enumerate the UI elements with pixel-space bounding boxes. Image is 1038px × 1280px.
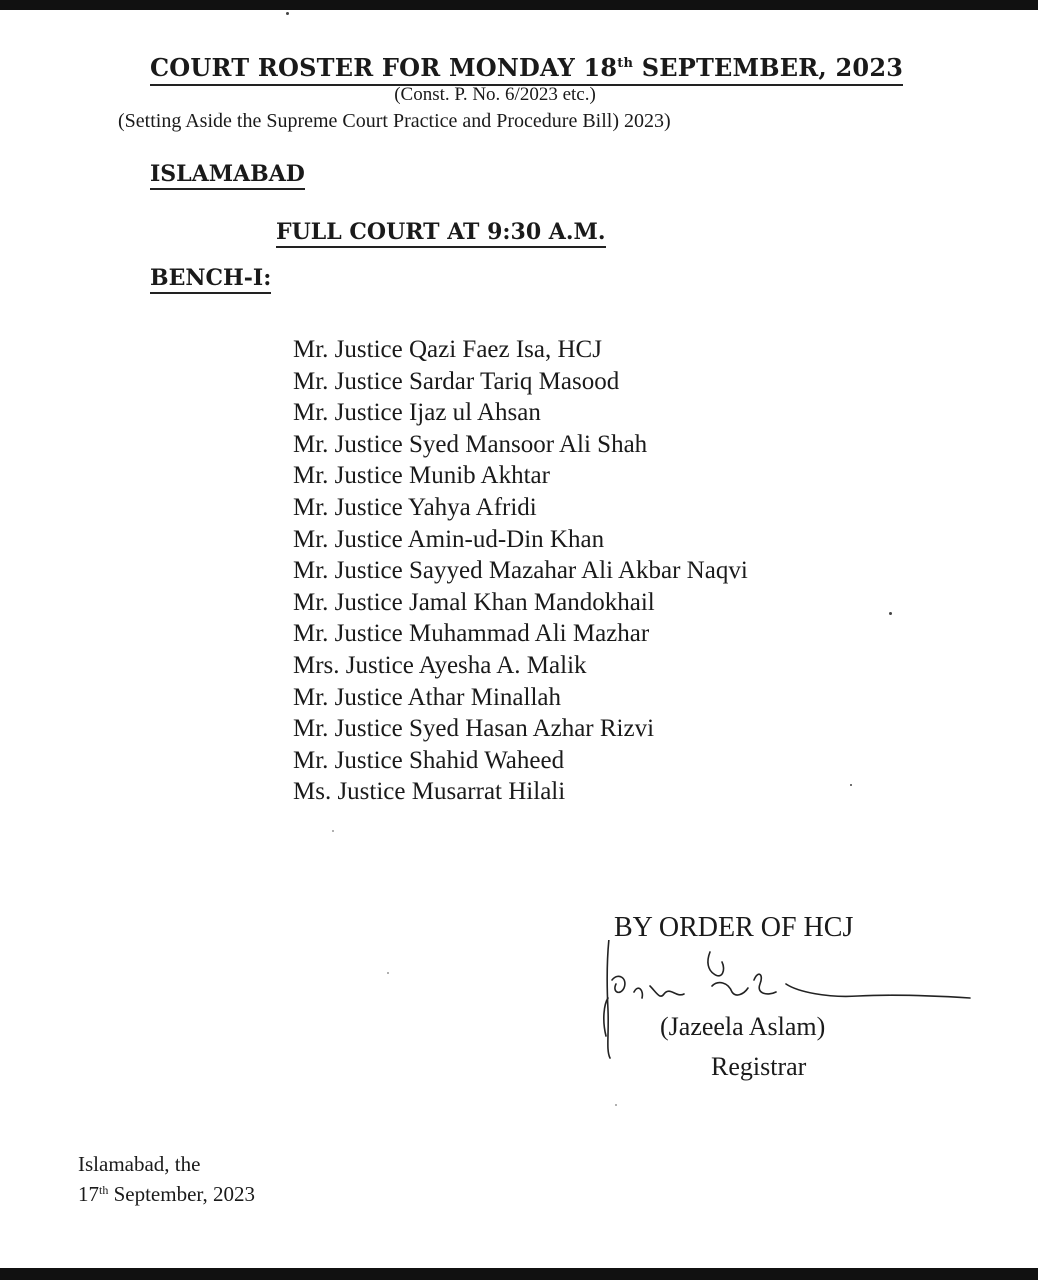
judge-entry: Mr. Justice Ijaz ul Ahsan xyxy=(293,399,541,427)
judge-entry: Ms. Justice Musarrat Hilali xyxy=(293,778,566,806)
title-suffix: SEPTEMBER, 2023 xyxy=(633,53,904,82)
judge-entry: Mr. Justice Yahya Afridi xyxy=(293,493,537,521)
judge-entry: Mrs. Justice Ayesha A. Malik xyxy=(293,651,587,679)
issue-date xyxy=(78,1182,255,1207)
judge-entry: Mr. Justice Qazi Faez Isa, HCJ xyxy=(293,336,602,363)
case-subject: (Setting Aside the Supreme Court Practice and Procedure Bill) 2023) xyxy=(118,110,671,132)
handwritten-signature xyxy=(598,940,978,1070)
bench-heading: BENCH-I: xyxy=(150,264,271,294)
sitting-heading: FULL COURT AT 9:30 A.M. xyxy=(276,218,606,248)
scan-speck xyxy=(889,612,892,615)
signer-title: Registrar xyxy=(711,1052,807,1081)
scan-speck xyxy=(387,972,389,974)
scan-speck xyxy=(615,1104,617,1106)
scan-speck xyxy=(286,12,289,15)
judges-list xyxy=(293,334,748,808)
document-title xyxy=(150,48,903,86)
case-reference-text: (Const. P. No. 6/2023 etc.) xyxy=(394,84,596,105)
judge-entry: Mr. Justice Muhammad Ali Mazhar xyxy=(293,620,650,648)
signer-name: (Jazeela Aslam) xyxy=(660,1012,826,1041)
title-prefix: COURT ROSTER FOR MONDAY 18 xyxy=(150,53,618,82)
judge-entry: Mr. Justice Sardar Tariq Masood xyxy=(293,367,620,395)
judge-entry: Mr. Justice Amin-ud-Din Khan xyxy=(293,525,605,553)
title-superscript: th xyxy=(617,56,634,71)
judge-entry: Mr. Justice Munib Akhtar xyxy=(293,462,550,490)
judge-entry: Mr. Justice Shahid Waheed xyxy=(293,746,565,774)
top-border xyxy=(0,0,1038,10)
date-superscript: th xyxy=(99,1183,109,1197)
date-rest: September, 2023 xyxy=(108,1182,256,1206)
judge-entry: Mr. Justice Jamal Khan Mandokhail xyxy=(293,588,655,616)
issue-place: Islamabad, the xyxy=(78,1152,201,1176)
case-reference xyxy=(0,84,990,106)
judge-entry: Mr. Justice Syed Hasan Azhar Rizvi xyxy=(293,715,655,743)
scan-speck xyxy=(332,830,334,832)
location-heading: ISLAMABAD xyxy=(150,160,305,190)
order-authority: BY ORDER OF HCJ xyxy=(614,912,854,943)
scan-speck xyxy=(850,784,852,786)
judge-entry: Mr. Justice Syed Mansoor Ali Shah xyxy=(293,430,648,458)
date-day: 17 xyxy=(78,1182,99,1206)
judge-entry: Mr. Justice Sayyed Mazahar Ali Akbar Naqvi xyxy=(293,557,748,585)
judge-entry: Mr. Justice Athar Minallah xyxy=(293,683,562,711)
bottom-border xyxy=(0,1268,1038,1280)
